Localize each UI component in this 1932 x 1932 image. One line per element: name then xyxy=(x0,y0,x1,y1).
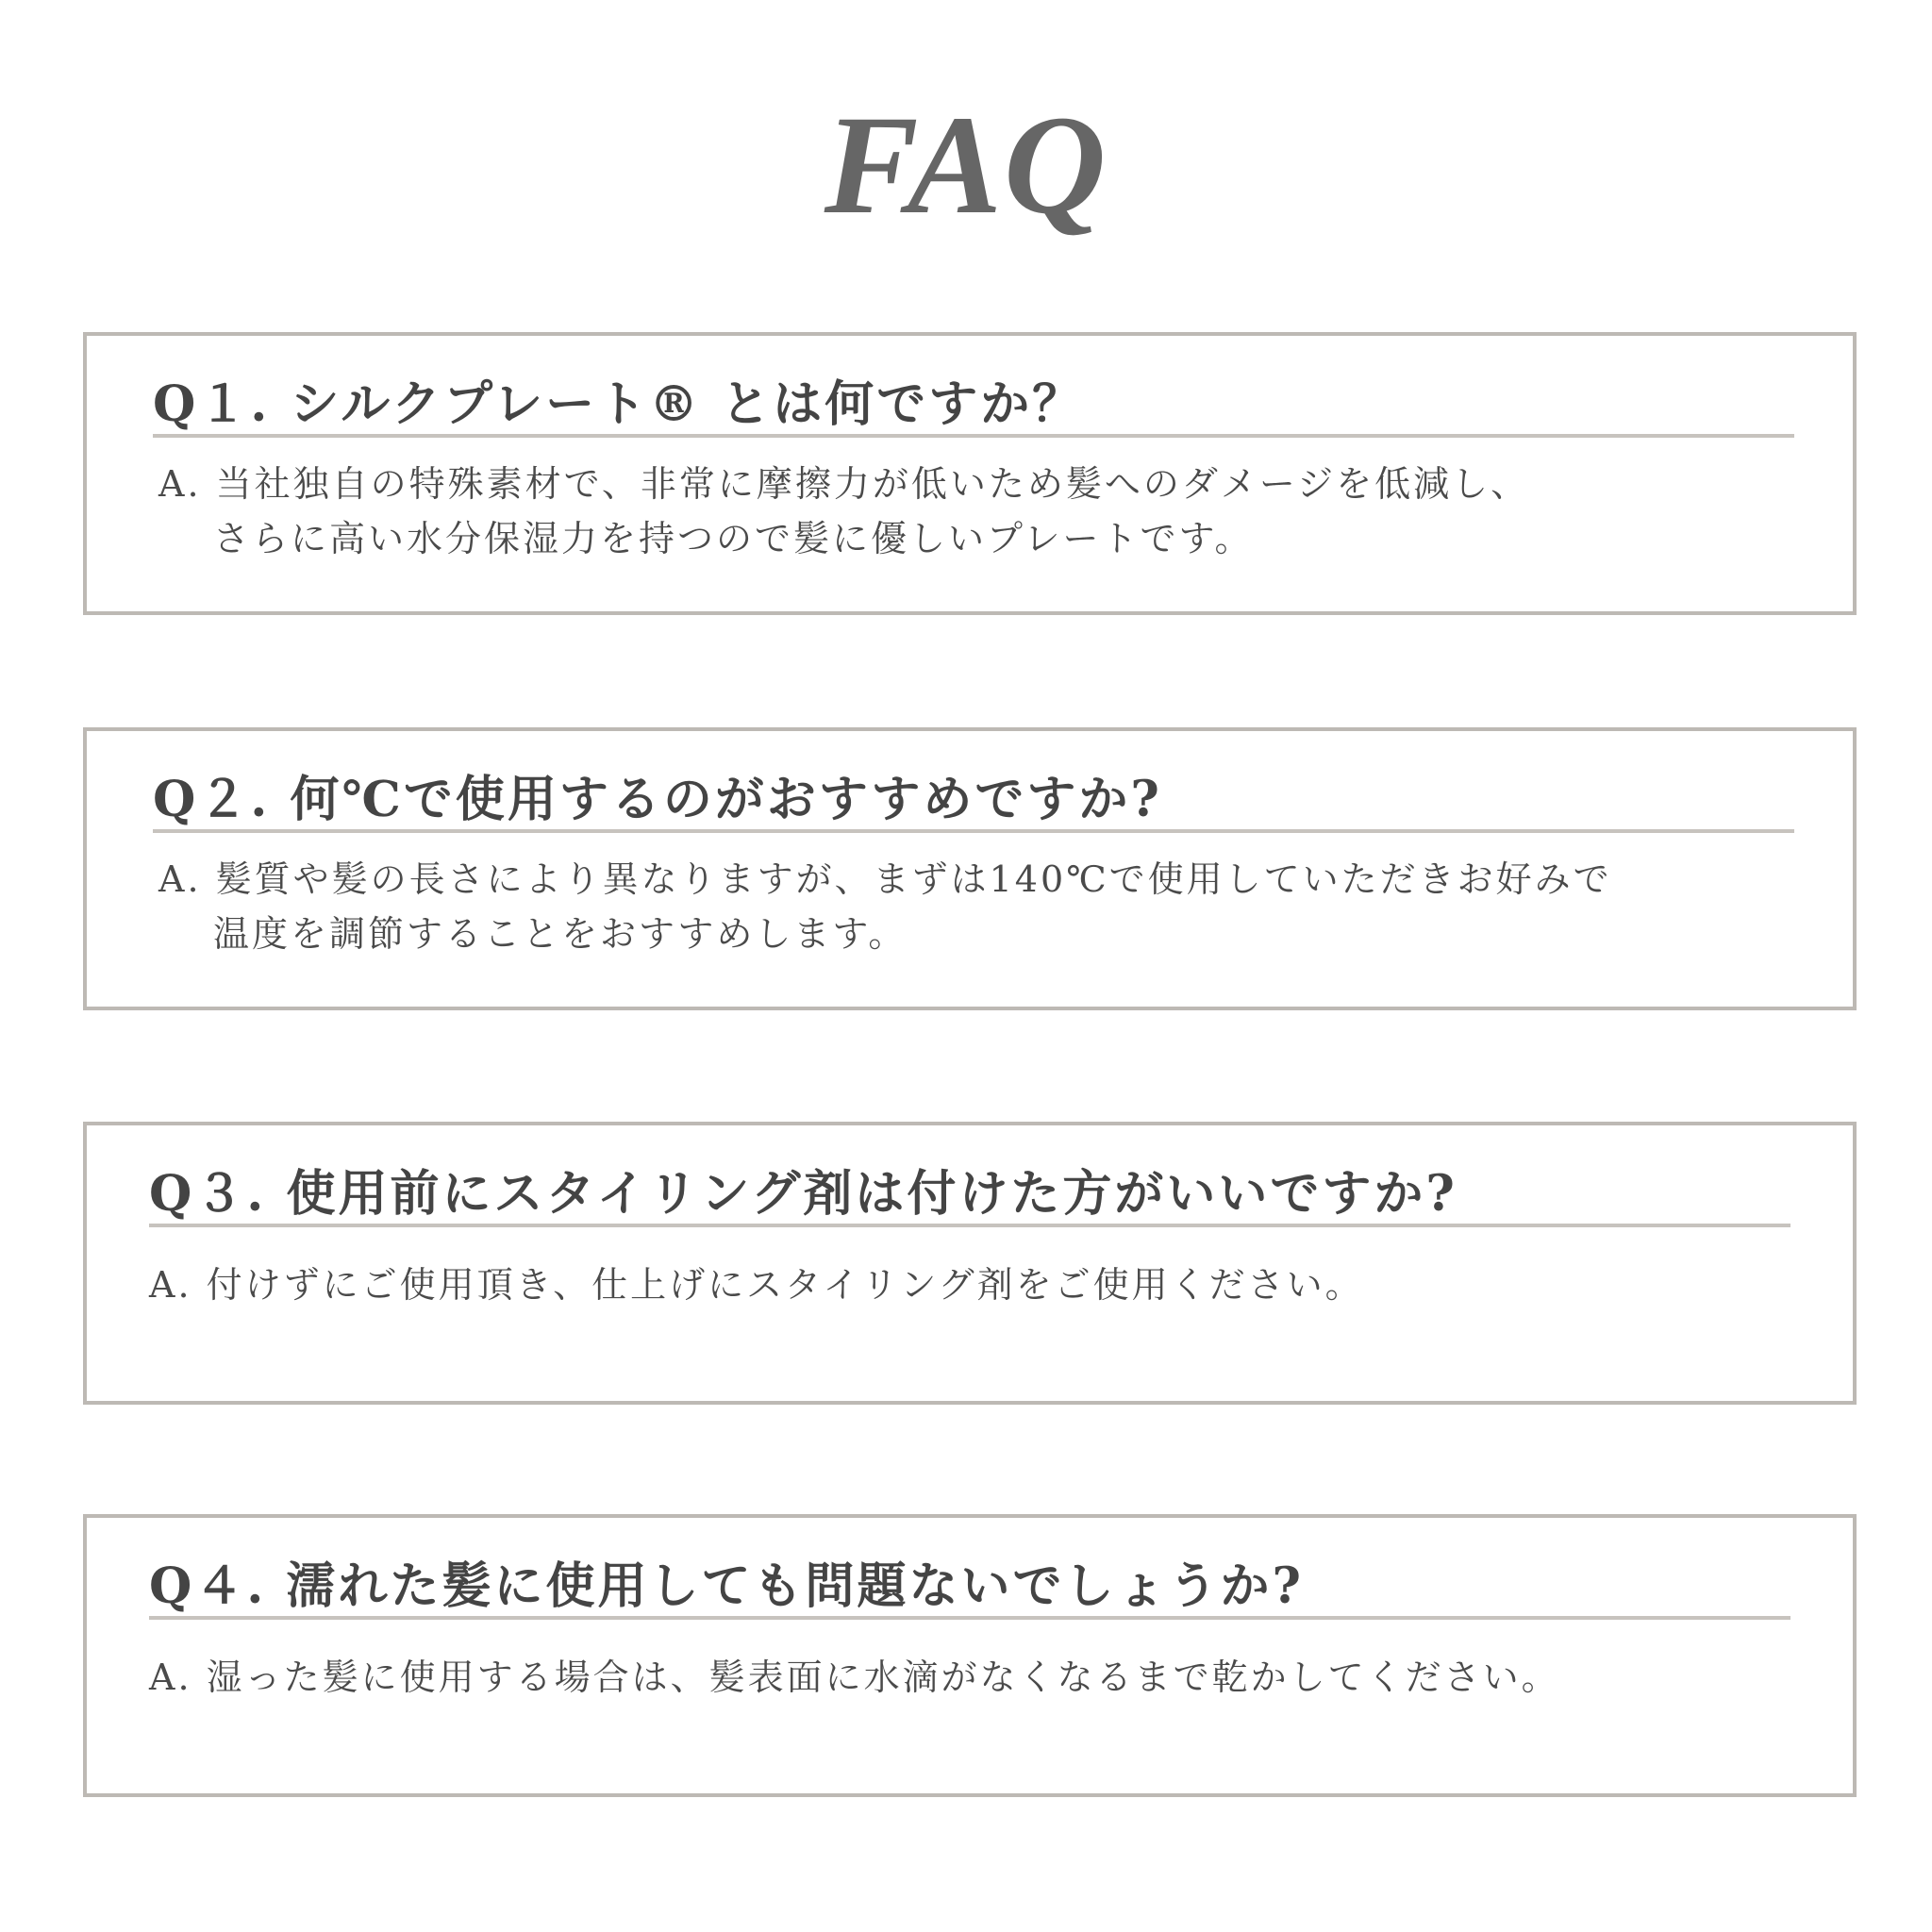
faq-answer-1-line-2: さらに高い水分保湿力を持つので髪に優しいプレートです。 xyxy=(213,518,1254,559)
faq-answer-1 xyxy=(158,457,1800,566)
faq-answer-4 xyxy=(149,1650,1790,1705)
faq-question-3: Q３. 使用前にスタイリング剤は付けた方がいいですか? xyxy=(149,1163,1790,1227)
faq-item-4 xyxy=(83,1514,1857,1797)
faq-item-3 xyxy=(83,1122,1857,1405)
faq-answer-3-line-1: A. 付けずにご使用頂き、仕上げにスタイリング剤をご使用ください。 xyxy=(149,1264,1364,1306)
page-title: FAQ xyxy=(824,87,1108,243)
faq-item-2 xyxy=(83,727,1857,1010)
faq-answer-2 xyxy=(158,852,1800,961)
faq-question-4: Q４. 濡れた髪に使用しても問題ないでしょうか? xyxy=(149,1556,1790,1620)
faq-question-2: Q２. 何℃で使用するのがおすすめですか? xyxy=(153,769,1794,833)
faq-item-1 xyxy=(83,332,1857,615)
faq-answer-3 xyxy=(149,1257,1790,1312)
faq-answer-1-line-1: A. 当社独自の特殊素材で、非常に摩擦力が低いため髪へのダメージを低減し、 xyxy=(158,463,1530,505)
faq-answer-2-line-1: A. 髪質や髪の長さにより異なりますが、まずは140℃で使用していただきお好みで xyxy=(158,858,1612,900)
faq-answer-2-line-2: 温度を調節することをおすすめします。 xyxy=(213,913,908,955)
faq-question-1: Q１. シルクプレート® とは何ですか？ xyxy=(153,374,1794,438)
faq-answer-4-line-1: A. 湿った髪に使用する場合は、髪表面に水滴がなくなるまで乾かしてください。 xyxy=(149,1657,1560,1698)
